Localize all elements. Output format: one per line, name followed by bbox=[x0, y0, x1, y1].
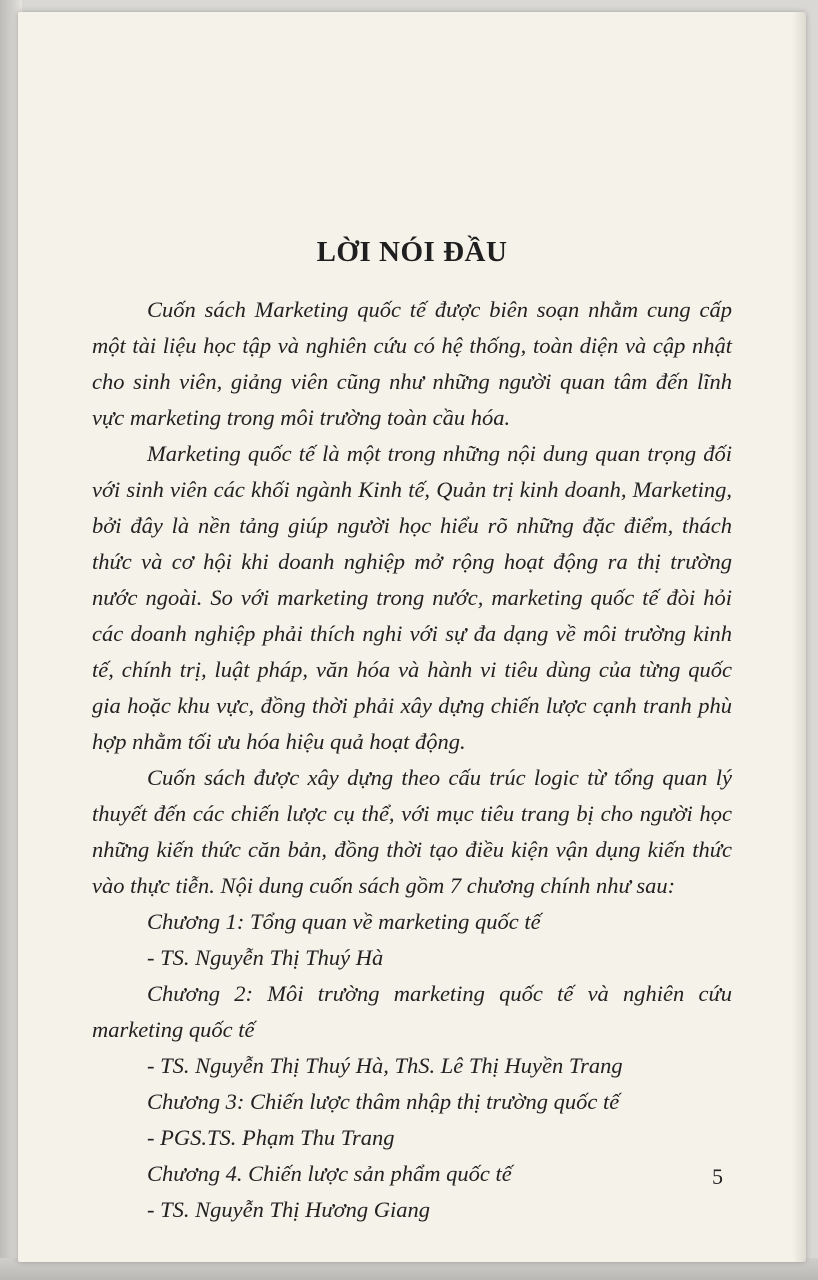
page-title: LỜI NÓI ĐẦU bbox=[316, 236, 508, 268]
chapter-2-heading: Chương 2: Môi trường marketing quốc tế và nghiên cứu marketing quốc tế bbox=[92, 981, 732, 1042]
chapter-4-heading: Chương 4. Chiến lược sản phẩm quốc tế bbox=[147, 1161, 512, 1186]
chapter-4-authors: - TS. Nguyễn Thị Hương Giang bbox=[147, 1197, 431, 1222]
preface-body bbox=[92, 292, 732, 1228]
chapter-3-heading: Chương 3: Chiến lược thâm nhập thị trường quốc tế bbox=[147, 1089, 620, 1114]
chapter-2-authors: - TS. Nguyễn Thị Thuý Hà, ThS. Lê Thị Huyền Trang bbox=[147, 1053, 623, 1078]
page-edge-shade bbox=[792, 12, 806, 1262]
paragraph-2: Marketing quốc tế là một trong những nội dung quan trọng đối với sinh viên các khối ngành Kinh tế, Quản trị kinh doanh, Marketing, bởi đây là nền tảng giúp người học hiểu rõ những đặc điểm, thách thức và cơ hội khi doanh nghiệp mở rộng hoạt động ra thị trường nước ngoài. So với marketing trong nước, marketing quốc tế đòi hỏi các doanh nghiệp phải thích nghi với sự đa dạng về môi trường kinh tế, chính trị, luật pháp, văn hóa và hành vi tiêu dùng của từng quốc gia hoặc khu vực, đồng thời phải xây dựng chiến lược cạnh tranh phù hợp nhằm tối ưu hóa hiệu quả hoạt động. bbox=[92, 441, 732, 754]
page-number: 5 bbox=[712, 1164, 723, 1189]
paragraph-3: Cuốn sách được xây dựng theo cấu trúc logic từ tổng quan lý thuyết đến các chiến lược cụ thể, với mục tiêu trang bị cho người học những kiến thức căn bản, đồng thời tạo điều kiện vận dụng kiến thức vào thực tiễn. Nội dung cuốn sách gồm 7 chương chính như sau: bbox=[92, 765, 732, 898]
chapter-1-heading: Chương 1: Tổng quan về marketing quốc tế bbox=[147, 909, 541, 934]
book-page bbox=[18, 12, 806, 1262]
chapter-3-authors: - PGS.TS. Phạm Thu Trang bbox=[147, 1125, 395, 1150]
chapter-1-authors: - TS. Nguyễn Thị Thuý Hà bbox=[147, 945, 384, 970]
paragraph-1: Cuốn sách Marketing quốc tế được biên soạn nhằm cung cấp một tài liệu học tập và nghiên cứu có hệ thống, toàn diện và cập nhật cho sinh viên, giảng viên cũng như những người quan tâm đến lĩnh vực marketing trong môi trường toàn cầu hóa. bbox=[92, 297, 732, 430]
